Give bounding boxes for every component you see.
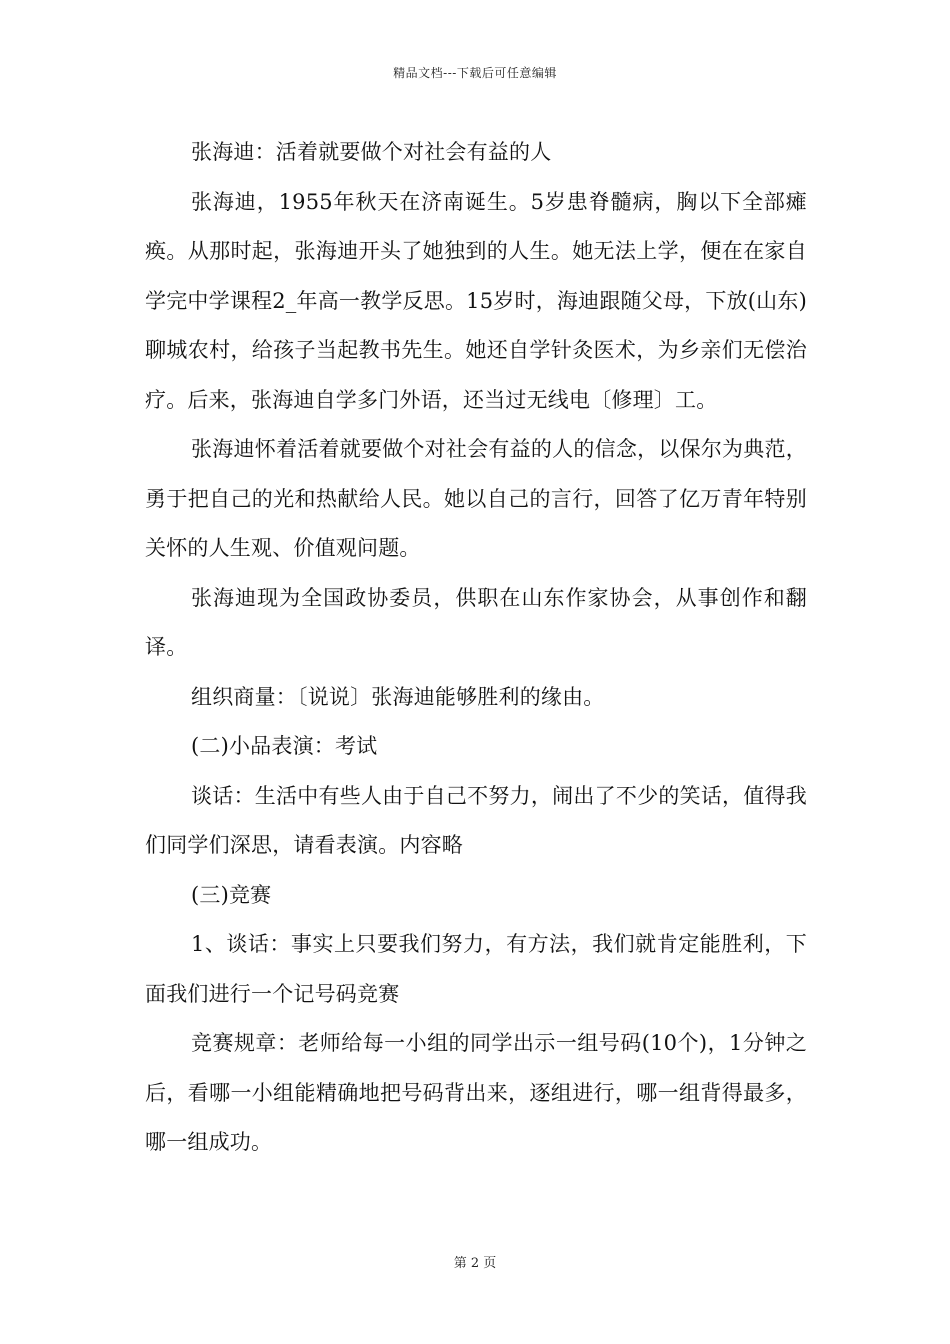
body-paragraph: 张海迪现为全国政协委员，供职在山东作家协会，从事创作和翻译。 [145,585,807,659]
body-paragraph: 1、谈话：事实上只要我们努力，有方法，我们就肯定能胜利，下面我们进行一个记号码竞赛 [145,932,807,1006]
body-paragraph: 组织商量：〔说说〕张海迪能够胜利的缘由。 [191,684,605,709]
section-heading: (二)小品表演：考试 [191,734,378,758]
page-number: 第 2 页 [453,1256,497,1271]
body-paragraph: 竞赛规章：老师给每一小组的同学出示一组号码(10个)，1分钟之后，看哪一小组能精确地把号码背出来，逐组进行，哪一组背得最多，哪一组成功。 [145,1031,807,1154]
body-paragraph: 张海迪怀着活着就要做个对社会有益的人的信念，以保尔为典范，勇于把自己的光和热献给人民。她以自己的言行，回答了亿万青年特别关怀的人生观、价值观问题。 [145,437,807,560]
body-paragraph: 张海迪，1955年秋天在济南诞生。5岁患脊髓病，胸以下全部瘫痪。从那时起，张海迪开头了她独到的人生。她无法上学，便在在家自学完中学课程2_年高一教学反思。15岁时，海迪跟随父母，下放(山东)聊城农村，给孩子当起教书先生。她还自学针灸医术，为乡亲们无偿治疗。后来，张海迪自学多门外语，还当过无线电〔修理〕工。 [145,189,807,412]
document-body [145,128,807,1168]
section-heading: 张海迪：活着就要做个对社会有益的人 [191,140,552,164]
page-header: 精品文档---下载后可任意编辑 [393,66,557,80]
section-heading: (三)竞赛 [191,882,272,907]
body-paragraph: 谈话：生活中有些人由于自己不努力，闹出了不少的笑话，值得我们同学们深思，请看表演。内容略 [145,783,807,857]
